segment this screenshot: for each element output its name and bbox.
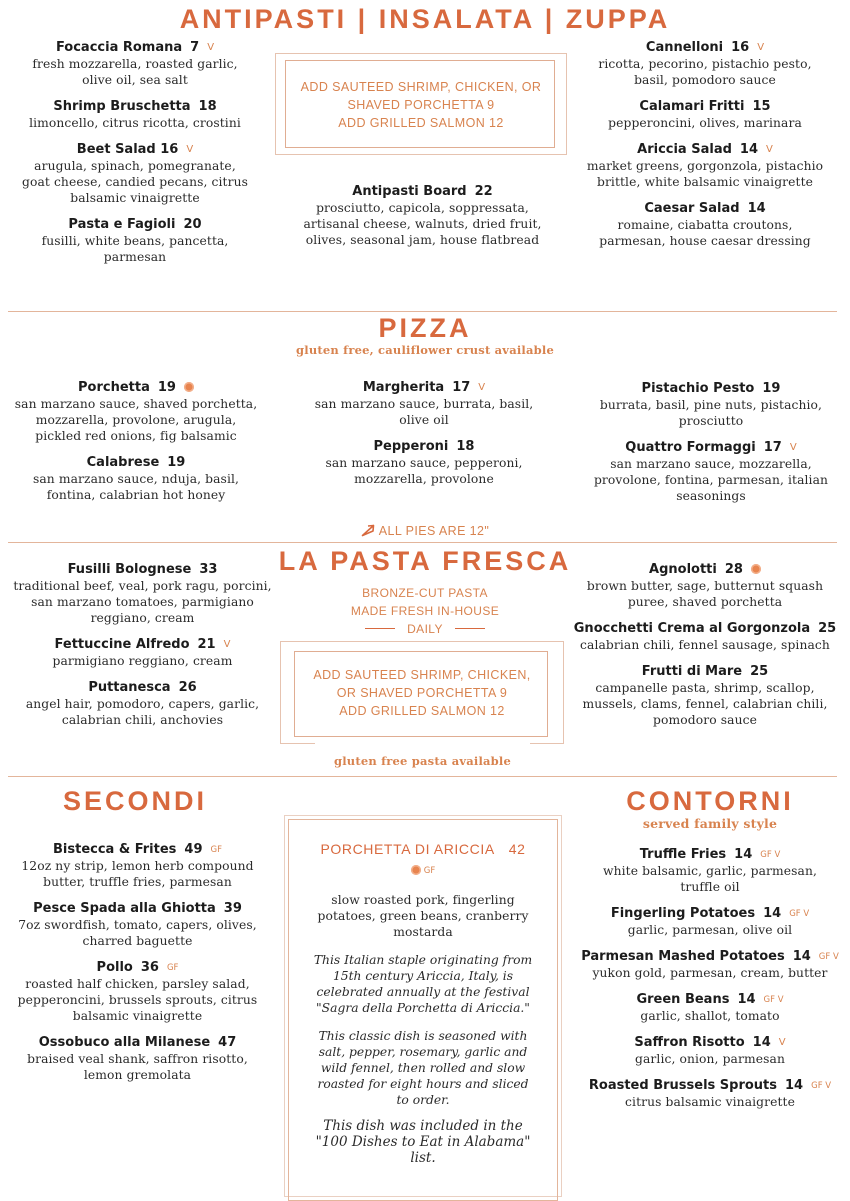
menu-item-title <box>290 380 558 396</box>
text-line: list. <box>410 1150 436 1166</box>
addon-line: SHAVED PORCHETTA 9 <box>347 98 495 112</box>
menu-item-title <box>0 637 285 653</box>
menu-item-description <box>0 471 272 503</box>
menu-item-price: 21 <box>197 637 216 652</box>
menu-item-description <box>570 965 850 981</box>
menu-item-title <box>575 142 835 158</box>
text-line: san marzano sauce, nduja, basil, <box>32 472 240 486</box>
pizza-right-column <box>580 381 842 515</box>
pasta-tagline <box>280 584 570 638</box>
text-line: goat cheese, candied pecans, citrus <box>21 175 248 189</box>
addon-line: OR SHAVED PORCHETTA 9 <box>336 686 508 700</box>
menu-item-name: Quattro Formaggi <box>625 440 756 455</box>
menu-item-title <box>0 217 270 233</box>
tagline-line: BRONZE-CUT PASTA <box>362 586 488 600</box>
menu-item <box>570 949 850 981</box>
pasta-right-column <box>565 562 845 739</box>
section-title-secondi: SECONDI <box>62 786 208 816</box>
text-line: 15th century Ariccia, Italy, is <box>332 969 514 983</box>
menu-item-price: 14 <box>792 949 811 964</box>
menu-item <box>570 1078 850 1110</box>
menu-item-name: Roasted Brussels Sprouts <box>588 1078 778 1093</box>
menu-item-title <box>575 40 835 56</box>
text-line: parmesan, house caesar dressing <box>599 234 811 248</box>
dietary-tag: V <box>223 639 231 650</box>
text-line: arugula, spinach, pomegranate, <box>34 159 236 173</box>
house-specialty-icon <box>184 382 194 392</box>
menu-item-price: 14 <box>785 1078 804 1093</box>
menu-item <box>0 40 270 88</box>
text-line: balsamic vinaigrette <box>70 191 200 205</box>
text-line: balsamic vinaigrette <box>72 1009 203 1023</box>
menu-item-price: 19 <box>762 381 781 396</box>
section-title-pasta: LA PASTA FRESCA <box>278 546 572 576</box>
feature-story-1 <box>290 952 556 1016</box>
dietary-tag: GF V <box>811 1081 832 1091</box>
menu-item-price: 18 <box>198 99 217 114</box>
menu-item-description <box>0 858 275 890</box>
menu-item-price: 47 <box>218 1035 237 1050</box>
section-title-antipasti: ANTIPASTI | INSALATA | ZUPPA <box>179 4 671 34</box>
menu-item-name: Frutti di Mare <box>641 664 743 679</box>
text-line: san marzano sauce, pepperoni, <box>325 456 523 470</box>
menu-item-title <box>570 1035 850 1051</box>
addon-text-pasta <box>282 666 562 720</box>
menu-item-name: Fettuccine Alfredo <box>54 637 190 652</box>
menu-item-price: 17 <box>452 380 471 395</box>
menu-item-title <box>280 184 565 200</box>
text-line: san marzano tomatoes, parmigiano <box>31 595 254 609</box>
menu-item-name: Antipasti Board <box>352 184 467 199</box>
menu-item-name: Pesce Spada alla Ghiotta <box>33 901 216 916</box>
menu-item-description <box>0 976 275 1024</box>
menu-item <box>0 380 272 444</box>
feature-panel <box>290 841 556 1166</box>
menu-item <box>580 440 842 504</box>
text-line: 12oz ny strip, lemon herb compound <box>21 859 254 873</box>
text-line: mozzarella, provolone, arugula, <box>35 413 237 427</box>
menu-item-title <box>570 847 850 863</box>
text-line: san marzano sauce, mozzarella, <box>610 457 812 471</box>
addon-line: ADD GRILLED SALMON 12 <box>339 704 505 718</box>
menu-item <box>0 217 270 265</box>
menu-item-price: 14 <box>734 847 753 862</box>
section-title-contorni: CONTORNI <box>626 786 794 816</box>
menu-item <box>570 906 850 938</box>
menu-item-title <box>290 439 558 455</box>
menu-item-name: Pollo <box>96 960 133 975</box>
dietary-tag: V <box>207 42 215 53</box>
text-line: olive oil <box>399 413 449 427</box>
menu-item-name: Bistecca & Frites <box>53 842 177 857</box>
section-title-pizza: PIZZA <box>378 313 472 343</box>
pizza-center-column <box>290 380 558 498</box>
feature-price: 42 <box>508 841 526 857</box>
tagline-line: MADE FRESH IN-HOUSE <box>350 604 500 618</box>
menu-item <box>580 381 842 429</box>
menu-item <box>0 680 285 728</box>
text-line: san marzano sauce, shaved porchetta, <box>14 397 258 411</box>
menu-item-title <box>0 1035 275 1051</box>
text-line: san marzano sauce, burrata, basil, <box>314 397 534 411</box>
menu-item-price: 25 <box>750 664 769 679</box>
antipasti-left-column <box>0 40 270 276</box>
menu-item-name: Calabrese <box>86 455 160 470</box>
pizza-slice-icon <box>361 524 375 542</box>
menu-item <box>0 99 270 131</box>
menu-item-price: 14 <box>737 992 756 1007</box>
menu-item-title <box>580 381 842 397</box>
text-line: "Sagra della Porchetta di Ariccia." <box>316 1001 530 1015</box>
menu-item-title <box>575 99 835 115</box>
menu-item-name: Puttanesca <box>88 680 171 695</box>
menu-item-description <box>290 455 558 487</box>
menu-item-title <box>565 664 845 680</box>
menu-item-name: Caesar Salad <box>644 201 740 216</box>
text-line: parmigiano reggiano, cream <box>52 654 233 668</box>
text-line: roasted for eight hours and sliced <box>317 1077 529 1091</box>
menu-item-description <box>570 1094 850 1110</box>
menu-item-description <box>280 200 565 248</box>
menu-item-price: 14 <box>763 906 782 921</box>
menu-item-title <box>0 680 285 696</box>
dietary-tag: GF <box>210 845 222 855</box>
text-line: wild fennel, then rolled and slow <box>320 1061 526 1075</box>
text-line: potatoes, green beans, cranberry <box>317 909 529 923</box>
menu-item-price: 14 <box>747 201 766 216</box>
house-specialty-icon <box>751 564 761 574</box>
text-line: campanelle pasta, shrimp, scallop, <box>595 681 815 695</box>
text-line: 7oz swordfish, tomato, capers, olives, <box>18 918 257 932</box>
menu-item-description <box>575 217 835 249</box>
menu-item <box>570 992 850 1024</box>
text-line: romaine, ciabatta croutons, <box>617 218 793 232</box>
pizza-left-column <box>0 380 272 514</box>
menu-item-price: 39 <box>223 901 242 916</box>
text-line: seasonings <box>676 489 746 503</box>
menu-item-title <box>0 960 275 976</box>
text-line: ricotta, pecorino, pistachio pesto, <box>598 57 812 71</box>
menu-item-description <box>0 578 285 626</box>
menu-item-name: Fusilli Bolognese <box>67 562 192 577</box>
menu-item <box>575 201 835 249</box>
dietary-tag: V <box>766 144 773 155</box>
divider <box>8 776 837 777</box>
text-line: "100 Dishes to Eat in Alabama" <box>315 1134 531 1150</box>
text-line: calabrian chili, fennel sausage, spinach <box>580 638 830 652</box>
addon-box-pasta-frame-bl <box>280 743 315 744</box>
menu-item-title <box>0 901 275 917</box>
menu-item-description <box>0 233 270 265</box>
menu-item-title <box>570 949 850 965</box>
menu-item-description <box>565 578 845 610</box>
menu-item <box>0 455 272 503</box>
text-line: citrus balsamic vinaigrette <box>625 1095 795 1109</box>
text-line: mozzarella, provolone <box>354 472 494 486</box>
text-line: celebrated annually at the festival <box>316 985 530 999</box>
text-line: brittle, white balsamic vinaigrette <box>596 175 814 189</box>
menu-item <box>570 847 850 895</box>
menu-item-name: Pistachio Pesto <box>641 381 755 396</box>
text-line: pickled red onions, fig balsamic <box>35 429 237 443</box>
dietary-tag: V <box>789 442 797 453</box>
dietary-tag: V <box>778 1037 786 1048</box>
text-line: calabrian chili, anchovies <box>61 713 224 727</box>
menu-item-title <box>0 142 270 158</box>
addon-text-antipasti <box>275 78 567 132</box>
dietary-tag: GF V <box>789 909 810 919</box>
menu-item-price: 19 <box>167 455 186 470</box>
menu-item <box>0 842 275 890</box>
text-line: This classic dish is seasoned with <box>318 1029 528 1043</box>
menu-item <box>0 1035 275 1083</box>
dietary-tag: GF <box>423 866 436 876</box>
text-line: parmesan <box>103 250 167 264</box>
menu-item-description <box>0 653 285 669</box>
text-line: truffle oil <box>680 880 740 894</box>
pasta-left-column <box>0 562 285 739</box>
menu-item <box>0 562 285 626</box>
text-line: pomodoro sauce <box>653 713 757 727</box>
menu-item-price: 14 <box>739 142 758 157</box>
text-line: reggiano, cream <box>90 611 195 625</box>
text-line: charred baguette <box>82 934 193 948</box>
dietary-tag: V <box>186 144 194 155</box>
text-line: mussels, clams, fennel, calabrian chili, <box>582 697 828 711</box>
addon-box-pasta-frame-br <box>530 743 564 744</box>
menu-item-description <box>570 1051 850 1067</box>
menu-item-name: Ariccia Salad <box>637 142 732 157</box>
text-line: garlic, onion, parmesan <box>635 1052 785 1066</box>
text-line: butter, truffle fries, parmesan <box>43 875 232 889</box>
menu-item-name: Calamari Fritti <box>639 99 745 114</box>
menu-item-price: 15 <box>752 99 771 114</box>
menu-item-title <box>0 842 275 858</box>
menu-item-description <box>575 56 835 88</box>
text-line: provolone, fontina, parmesan, italian <box>593 473 829 487</box>
menu-item-name: Parmesan Mashed Potatoes <box>581 949 785 964</box>
feature-name: PORCHETTA DI ARICCIA <box>320 841 495 857</box>
menu-item-description <box>565 680 845 728</box>
menu-item <box>565 664 845 728</box>
menu-item <box>565 562 845 610</box>
pizza-subtitle: gluten free, cauliflower crust available <box>296 343 554 357</box>
menu-item-price: 25 <box>818 621 837 636</box>
feature-title <box>290 841 556 857</box>
menu-item-name: Porchetta <box>78 380 150 395</box>
menu-item-title <box>0 455 272 471</box>
menu-item-price: 26 <box>178 680 197 695</box>
addon-line: ADD SAUTEED SHRIMP, CHICKEN, OR <box>300 80 542 94</box>
menu-item <box>570 1035 850 1067</box>
menu-item-price: 14 <box>752 1035 771 1050</box>
menu-item-description <box>0 56 270 88</box>
menu-item-title <box>570 992 850 1008</box>
menu-item-description <box>570 1008 850 1024</box>
house-specialty-icon <box>411 865 421 875</box>
menu-item-description <box>580 456 842 504</box>
pizza-note <box>0 522 850 542</box>
text-line: olive oil, sea salt <box>82 73 188 87</box>
text-line: mostarda <box>393 925 453 939</box>
menu-item <box>565 621 845 653</box>
menu-item-price: 28 <box>724 562 743 577</box>
text-line: prosciutto <box>678 414 744 428</box>
menu-item-title <box>0 562 285 578</box>
menu-item <box>290 380 558 428</box>
text-line: angel hair, pomodoro, capers, garlic, <box>25 697 260 711</box>
antipasti-right-column <box>575 40 835 260</box>
text-line: to order. <box>396 1093 450 1107</box>
menu-item-price: 17 <box>763 440 782 455</box>
menu-item-name: Fingerling Potatoes <box>610 906 756 921</box>
pasta-footnote: gluten free pasta available <box>333 754 512 768</box>
menu-item <box>575 142 835 190</box>
feature-tags <box>290 859 556 878</box>
text-line: pepperoncini, brussels sprouts, citrus <box>17 993 258 1007</box>
menu-item-title <box>0 40 270 56</box>
menu-item-price: 33 <box>199 562 218 577</box>
text-line: pepperoncini, olives, marinara <box>608 116 802 130</box>
menu-item <box>0 142 270 206</box>
feature-story-3 <box>290 1118 556 1166</box>
feature-desc <box>290 892 556 940</box>
addon-line: ADD GRILLED SALMON 12 <box>338 116 504 130</box>
tagline-daily: DAILY <box>280 620 570 638</box>
menu-item-name: Gnocchetti Crema al Gorgonzola <box>573 621 811 636</box>
dietary-tag: GF V <box>763 995 784 1005</box>
menu-item <box>575 40 835 88</box>
menu-item-description <box>0 696 285 728</box>
menu-item <box>290 439 558 487</box>
text-line: traditional beef, veal, pork ragu, porcini, <box>13 579 272 593</box>
text-line: garlic, parmesan, olive oil <box>627 923 793 937</box>
text-line: market greens, gorgonzola, pistachio <box>586 159 824 173</box>
menu-item-price: 19 <box>157 380 176 395</box>
addon-line: ADD SAUTEED SHRIMP, CHICKEN, <box>313 668 531 682</box>
text-line: basil, pomodoro sauce <box>634 73 776 87</box>
text-line: lemon gremolata <box>83 1068 192 1082</box>
menu-item-price: 20 <box>183 217 202 232</box>
menu-item-description <box>575 115 835 131</box>
text-line: fresh mozzarella, roasted garlic, <box>32 57 238 71</box>
menu-item-description <box>580 397 842 429</box>
text-line: burrata, basil, pine nuts, pistachio, <box>599 398 823 412</box>
text-line: garlic, shallot, tomato <box>640 1009 780 1023</box>
menu-item-price: 36 <box>140 960 159 975</box>
contorni-subtitle: served family style <box>642 816 778 831</box>
menu-item <box>575 99 835 131</box>
menu-item-title <box>570 906 850 922</box>
dietary-tag: V <box>478 382 486 393</box>
menu-item-name: Shrimp Bruschetta <box>53 99 191 114</box>
menu-item <box>0 637 285 669</box>
text-line: salt, pepper, rosemary, garlic and <box>318 1045 528 1059</box>
menu-item-name: Truffle Fries <box>639 847 727 862</box>
menu-item-name: Green Beans <box>636 992 730 1007</box>
contorni-column <box>570 847 850 1121</box>
text-line: olives, seasonal jam, house flatbread <box>305 233 540 247</box>
menu-item <box>0 960 275 1024</box>
menu-item-name: Margherita <box>362 380 445 395</box>
menu-item-price: 7 <box>190 40 200 55</box>
text-line: yukon gold, parmesan, cream, butter <box>592 966 828 980</box>
menu-item-description <box>570 863 850 895</box>
dietary-tag: GF V <box>818 952 839 962</box>
secondi-column <box>0 842 275 1094</box>
menu-item-price: 16 <box>731 40 750 55</box>
menu-item <box>0 901 275 949</box>
menu-item-name: Focaccia Romana <box>55 40 183 55</box>
menu-item-description <box>0 158 270 206</box>
menu-item-price: 18 <box>456 439 475 454</box>
menu-item-price: 22 <box>474 184 493 199</box>
text-line: braised veal shank, saffron risotto, <box>27 1052 248 1066</box>
text-line: roasted half chicken, parsley salad, <box>25 977 250 991</box>
menu-item-description <box>0 115 270 131</box>
menu-item-description <box>290 396 558 428</box>
text-line: This Italian staple originating from <box>313 953 533 967</box>
menu-item-title <box>0 99 270 115</box>
menu-item-description <box>0 917 275 949</box>
menu-item-name: Saffron Risotto <box>634 1035 745 1050</box>
pizza-note-text: ALL PIES ARE 12" <box>378 524 490 538</box>
text-line: This dish was included in the <box>323 1118 523 1134</box>
text-line: artisanal cheese, walnuts, dried fruit, <box>303 217 542 231</box>
menu-item-description <box>0 1051 275 1083</box>
text-line: fontina, calabrian hot honey <box>46 488 226 502</box>
menu-item-description <box>570 922 850 938</box>
text-line: fusilli, white beans, pancetta, <box>41 234 229 248</box>
menu-item-name: Pepperoni <box>373 439 449 454</box>
menu-item-title <box>570 1078 850 1094</box>
feature-story-2 <box>290 1028 556 1108</box>
menu-item-title <box>565 621 845 637</box>
menu-item-name: Cannelloni <box>645 40 724 55</box>
divider <box>8 542 837 543</box>
dietary-tag: GF <box>166 963 179 973</box>
menu-item-name: Pasta e Fagioli <box>68 217 176 232</box>
menu-item-name: Agnolotti <box>649 562 717 577</box>
text-line: white balsamic, garlic, parmesan, <box>602 864 818 878</box>
menu-item-title <box>0 380 272 396</box>
menu-item <box>280 184 565 248</box>
menu-item-name: Ossobuco alla Milanese <box>38 1035 211 1050</box>
dietary-tag: V <box>757 42 765 53</box>
antipasti-center-column <box>280 184 565 259</box>
menu-item-title <box>580 440 842 456</box>
text-line: puree, shaved porchetta <box>627 595 783 609</box>
dietary-tag: GF V <box>760 850 781 860</box>
menu-item-description <box>565 637 845 653</box>
text-line: slow roasted pork, fingerling <box>331 893 515 907</box>
menu-item-price: 49 <box>184 842 203 857</box>
text-line: brown butter, sage, butternut squash <box>586 579 824 593</box>
text-line: prosciutto, capicola, soppressata, <box>316 201 529 215</box>
menu-item-description <box>575 158 835 190</box>
divider <box>8 311 837 312</box>
menu-item-description <box>0 396 272 444</box>
menu-item-title <box>575 201 835 217</box>
menu-item-title <box>565 562 845 578</box>
text-line: limoncello, citrus ricotta, crostini <box>29 116 241 130</box>
menu-item-name: Beet Salad 16 <box>76 142 179 157</box>
